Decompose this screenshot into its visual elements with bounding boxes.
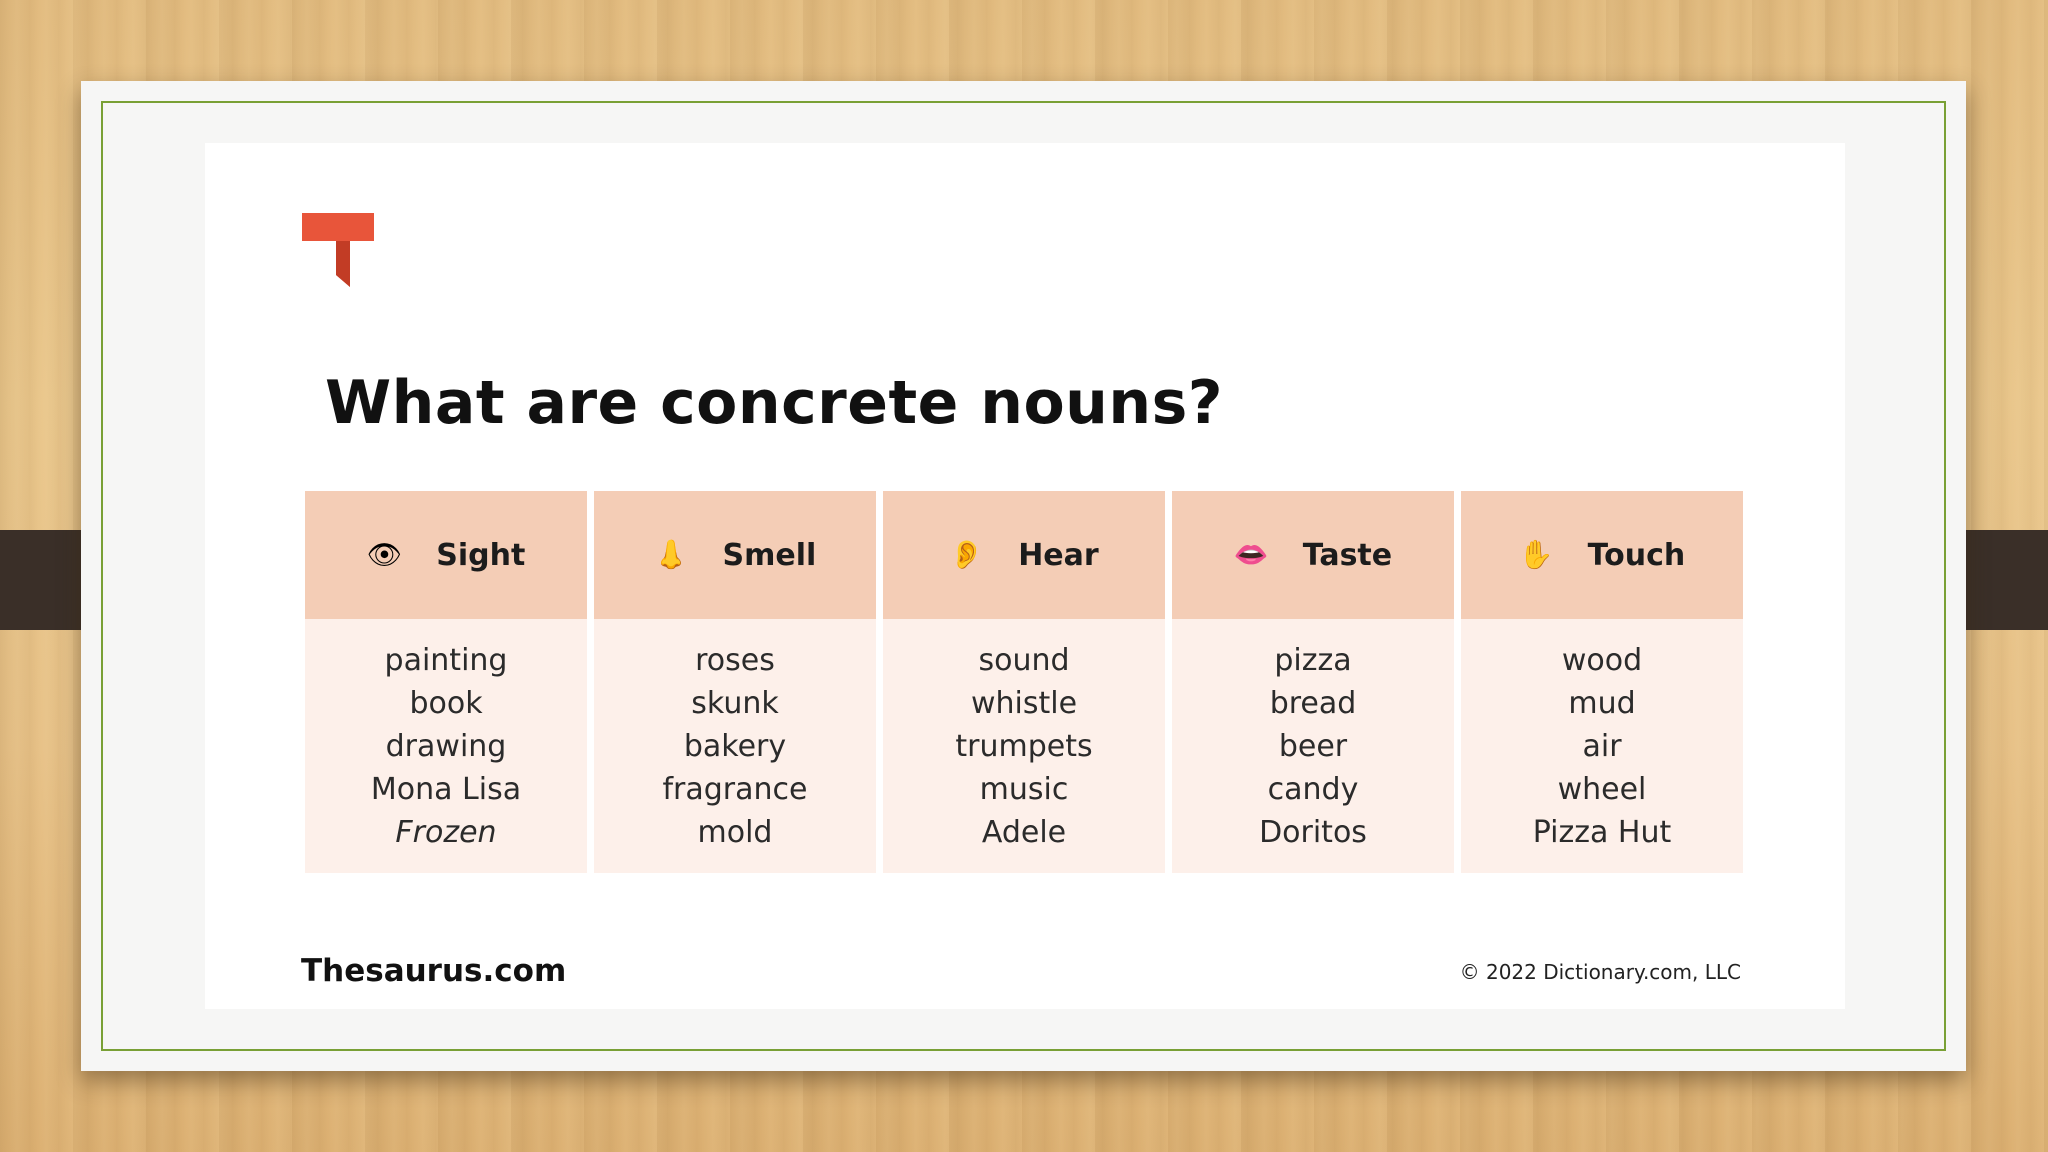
lips-icon: 👄 <box>1233 539 1269 570</box>
column-body <box>1172 619 1454 873</box>
page-title: What are concrete nouns? <box>325 368 1224 438</box>
column-label: Smell <box>722 537 817 573</box>
list-item: Adele <box>981 815 1067 850</box>
list-item: Frozen <box>395 815 497 850</box>
list-item: fragrance <box>662 772 808 807</box>
column-hear <box>883 491 1165 873</box>
list-item: sound <box>978 643 1070 678</box>
thesaurus-logo-icon <box>300 211 376 287</box>
senses-table <box>305 491 1745 873</box>
list-item: painting <box>384 643 508 678</box>
list-item: bread <box>1269 686 1357 721</box>
column-smell <box>594 491 876 873</box>
list-item: wood <box>1561 643 1643 678</box>
column-header <box>594 491 876 619</box>
list-item: trumpets <box>955 729 1093 764</box>
list-item: Pizza Hut <box>1532 815 1672 850</box>
column-sight <box>305 491 587 873</box>
list-item: mud <box>1568 686 1636 721</box>
column-label: Touch <box>1587 537 1686 573</box>
column-body <box>305 619 587 873</box>
slide <box>81 81 1966 1071</box>
list-item: air <box>1582 729 1622 764</box>
list-item: book <box>409 686 483 721</box>
column-taste <box>1172 491 1454 873</box>
list-item: beer <box>1278 729 1348 764</box>
column-body <box>883 619 1165 873</box>
list-item: candy <box>1267 772 1359 807</box>
hand-icon: ✋ <box>1518 539 1554 570</box>
content-card <box>205 143 1845 1009</box>
list-item: pizza <box>1274 643 1352 678</box>
column-touch <box>1461 491 1743 873</box>
list-item: music <box>979 772 1069 807</box>
list-item: skunk <box>691 686 779 721</box>
copyright-notice: © 2022 Dictionary.com, LLC <box>1459 960 1741 984</box>
list-item: Mona Lisa <box>370 772 522 807</box>
column-body <box>594 619 876 873</box>
list-item: drawing <box>385 729 507 764</box>
eye-icon: 👁 <box>366 539 403 570</box>
list-item: Doritos <box>1259 815 1367 850</box>
nose-icon: 👃 <box>653 539 689 570</box>
column-header <box>883 491 1165 619</box>
list-item: wheel <box>1557 772 1647 807</box>
ear-icon: 👂 <box>949 539 985 570</box>
column-label: Sight <box>436 537 526 573</box>
column-header <box>305 491 587 619</box>
brand-name: Thesaurus.com <box>301 953 567 989</box>
column-header <box>1461 491 1743 619</box>
column-label: Hear <box>1018 537 1099 573</box>
list-item: bakery <box>683 729 787 764</box>
list-item: whistle <box>970 686 1078 721</box>
list-item: mold <box>697 815 773 850</box>
column-body <box>1461 619 1743 873</box>
column-header <box>1172 491 1454 619</box>
list-item: roses <box>695 643 775 678</box>
column-label: Taste <box>1302 537 1393 573</box>
